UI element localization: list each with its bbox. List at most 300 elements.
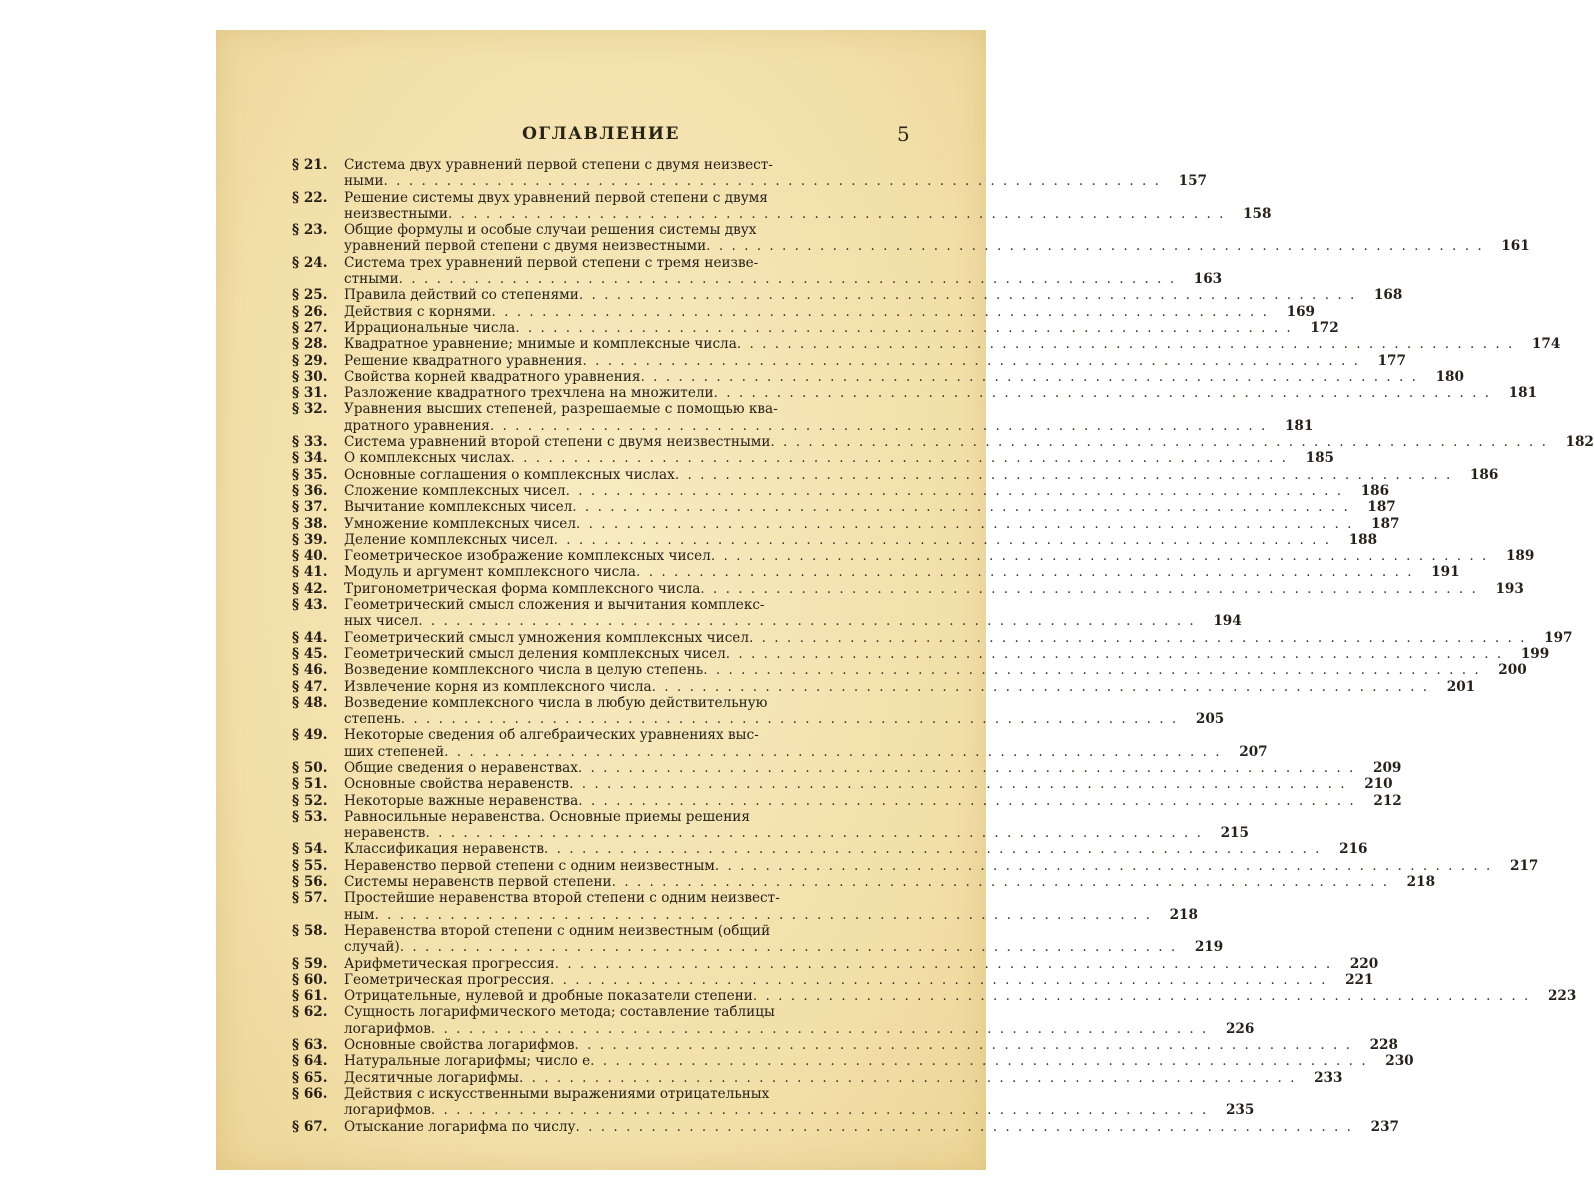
section-number: § 39. <box>292 531 328 548</box>
toc-entry <box>292 971 1374 988</box>
toc-entry <box>292 466 1499 483</box>
entry-body <box>344 858 1538 874</box>
entry-title-last-line <box>344 613 1196 629</box>
leader-dots: . . . . . . . . . . . . . . . . . . . . . . . . . . . . . . . . . . . . . . . . . . . . . . . . . . . . . . . . . . . . . . <box>399 939 1178 956</box>
entry-page-number: 182 <box>1565 434 1594 451</box>
entry-body <box>344 1086 1254 1119</box>
entry-title-last-line <box>344 1119 1353 1135</box>
toc-entry <box>292 1004 1255 1037</box>
section-number: § 65. <box>292 1069 328 1086</box>
entry-title-last-line <box>344 874 1389 890</box>
entry-title: Действия с корнями <box>344 303 492 320</box>
entry-title: Отрицательные, нулевой и дробные показатели степени <box>344 988 753 1005</box>
entry-page-number: 189 <box>1505 548 1535 565</box>
leader-dots: . . . . . . . . . . . . . . . . . . . . . . . . . . . . . . . . . . . . . . . . . . . . . . . . . . . . . . . . . . . . . . <box>425 825 1203 842</box>
toc-entry <box>292 841 1368 858</box>
leader-dots: . . . . . . . . . . . . . . . . . . . . . . . . . . . . . . . . . . . . . . . . . . . . . . . . . . . . . . . . . . . . . . <box>577 759 1356 776</box>
toc-entry <box>292 988 1577 1005</box>
toc-entry <box>292 597 1242 630</box>
entry-title-line: Сущность логарифмического метода; составление таблицы <box>344 1004 775 1021</box>
toc-entry <box>292 662 1527 679</box>
toc-entry <box>292 434 1594 451</box>
toc-entry <box>292 890 1198 923</box>
section-number: § 55. <box>292 857 328 874</box>
leader-dots: . . . . . . . . . . . . . . . . . . . . . . . . . . . . . . . . . . . . . . . . . . . . . . . . . . . . . . . . . . . . . . <box>374 906 1152 923</box>
entry-title-last-line <box>344 744 1222 760</box>
entry-title-last-line <box>344 369 1418 385</box>
entry-title-last-line <box>344 1070 1296 1086</box>
toc-entry <box>292 336 1561 353</box>
section-number: § 31. <box>292 385 328 402</box>
entry-page-number: 228 <box>1369 1037 1398 1054</box>
toc-entry <box>292 678 1476 695</box>
section-number: § 51. <box>292 776 328 793</box>
leader-dots: . . . . . . . . . . . . . . . . . . . . . . . . . . . . . . . . . . . . . . . . . . . . . . . . . . . . . . . . . . . . . . <box>582 352 1360 369</box>
entry-body <box>344 499 1396 515</box>
entry-body <box>344 874 1435 890</box>
leader-dots: . . . . . . . . . . . . . . . . . . . . . . . . . . . . . . . . . . . . . . . . . . . . . . . . . . . . . . . . . . . . . . <box>398 271 1177 288</box>
section-number: § 37. <box>292 499 328 516</box>
entry-title-last-line <box>344 434 1548 450</box>
entry-page-number: 221 <box>1345 971 1374 988</box>
entry-page-number: 199 <box>1520 645 1550 662</box>
leader-dots: . . . . . . . . . . . . . . . . . . . . . . . . . . . . . . . . . . . . . . . . . . . . . . . . . . . . . . . . . . . . . . <box>636 564 1414 581</box>
toc-entry <box>292 189 1272 223</box>
entry-body <box>344 956 1378 972</box>
toc-entry <box>292 222 1530 255</box>
section-number: § 26. <box>292 303 328 320</box>
entry-title: Вычитание комплексных чисел <box>344 499 573 516</box>
entry-title: Возведение комплексного числа в целую степень <box>344 662 704 679</box>
entry-body <box>344 336 1560 352</box>
section-number: § 59. <box>292 955 328 972</box>
entry-title-last-line <box>344 646 1503 662</box>
section-number: § 22. <box>292 189 328 206</box>
entry-page-number: 223 <box>1547 988 1577 1005</box>
leader-dots: . . . . . . . . . . . . . . . . . . . . . . . . . . . . . . . . . . . . . . . . . . . . . . . . . . . . . . . . . . . . . . <box>572 499 1350 516</box>
entry-title: уравнений первой степени с двумя неизвестными <box>344 238 707 255</box>
leader-dots: . . . . . . . . . . . . . . . . . . . . . . . . . . . . . . . . . . . . . . . . . . . . . . . . . . . . . . . . . . . . . . <box>770 434 1548 451</box>
entry-body <box>344 467 1498 483</box>
toc-entry <box>292 1118 1399 1135</box>
toc-entry <box>292 352 1406 369</box>
entry-title-last-line <box>344 1053 1368 1069</box>
entry-title-last-line <box>344 972 1327 988</box>
entry-title-last-line <box>344 939 1177 955</box>
entry-title-last-line <box>344 1102 1208 1118</box>
entry-title-line: Система трех уравнений первой степени с тремя неизве- <box>344 254 759 271</box>
toc-entry <box>292 694 1225 728</box>
entry-title: Геометрический смысл умножения комплексных чисел <box>344 629 749 646</box>
leader-dots: . . . . . . . . . . . . . . . . . . . . . . . . . . . . . . . . . . . . . . . . . . . . . . . . . . . . . . . . . . . . . . <box>447 205 1226 222</box>
entry-title: Правила действий со степенями <box>344 287 579 304</box>
entry-title-last-line <box>344 238 1484 254</box>
entry-page-number: 169 <box>1286 303 1315 320</box>
entry-title: Классификация неравенств <box>344 841 545 858</box>
section-number: § 33. <box>292 434 328 451</box>
toc-entry <box>292 287 1403 304</box>
section-number: § 54. <box>292 841 328 858</box>
toc-entry <box>292 157 1208 190</box>
leader-dots: . . . . . . . . . . . . . . . . . . . . . . . . . . . . . . . . . . . . . . . . . . . . . . . . . . . . . . . . . . . . . . <box>515 319 1293 336</box>
leader-dots: . . . . . . . . . . . . . . . . . . . . . . . . . . . . . . . . . . . . . . . . . . . . . . . . . . . . . . . . . . . . . . <box>489 417 1268 434</box>
entry-title: Геометрический смысл деления комплексных чисел <box>344 645 726 662</box>
entry-body <box>344 516 1400 532</box>
entry-title: Основные соглашения о комплексных числах <box>344 466 675 483</box>
entry-title-last-line <box>344 499 1350 515</box>
toc-entry <box>292 564 1460 581</box>
entry-body <box>344 287 1402 303</box>
entry-title: логарифмов <box>344 1020 431 1037</box>
entry-page-number: 197 <box>1544 629 1573 646</box>
section-number: § 27. <box>292 319 328 336</box>
entry-page-number: 200 <box>1498 662 1527 679</box>
section-number: § 44. <box>292 629 328 646</box>
entry-body <box>344 923 1223 956</box>
toc-entry <box>292 922 1224 956</box>
toc-entry <box>292 368 1464 385</box>
toc-entry <box>292 1085 1255 1119</box>
entry-title-line: Общие формулы и особые случаи решения системы двух <box>344 222 757 239</box>
section-number: § 53. <box>292 808 328 825</box>
entry-title: Геометрическое изображение комплексных чисел <box>344 548 711 565</box>
entry-page-number: 233 <box>1314 1069 1343 1086</box>
entry-title-last-line <box>344 564 1414 580</box>
entry-body <box>344 841 1368 857</box>
entry-body <box>344 385 1537 401</box>
leader-dots: . . . . . . . . . . . . . . . . . . . . . . . . . . . . . . . . . . . . . . . . . . . . . . . . . . . . . . . . . . . . . . <box>383 173 1162 190</box>
entry-body <box>344 483 1389 499</box>
entry-page-number: 205 <box>1195 711 1225 728</box>
entry-title-last-line <box>344 206 1225 222</box>
section-number: § 29. <box>292 352 328 369</box>
entry-page-number: 172 <box>1310 319 1339 336</box>
toc-entry <box>292 645 1550 662</box>
entry-page-number: 177 <box>1377 352 1406 369</box>
toc-entry <box>292 792 1402 809</box>
toc-entry <box>292 319 1339 336</box>
entry-title: Умножение комплексных чисел <box>344 515 576 532</box>
toc-entry <box>292 548 1535 565</box>
entry-body <box>344 646 1549 662</box>
section-number: § 21. <box>292 157 328 173</box>
section-number: § 43. <box>292 597 328 614</box>
entry-title-last-line <box>344 956 1332 972</box>
section-number: § 45. <box>292 645 328 662</box>
leader-dots: . . . . . . . . . . . . . . . . . . . . . . . . . . . . . . . . . . . . . . . . . . . . . . . . . . . . . . . . . . . . . . <box>544 841 1322 858</box>
entry-title-last-line <box>344 287 1356 303</box>
entry-title-last-line <box>344 630 1527 646</box>
toc-entry <box>292 1037 1398 1054</box>
section-number: § 41. <box>292 564 328 581</box>
toc-entry <box>292 385 1538 402</box>
entry-body <box>344 401 1313 434</box>
entry-title-last-line <box>344 385 1491 401</box>
toc-entry <box>292 515 1400 532</box>
entry-title-last-line <box>344 776 1347 792</box>
entry-title: Тригонометрическая форма комплексного числа <box>344 580 701 597</box>
entry-page-number: 161 <box>1501 238 1530 255</box>
section-number: § 63. <box>292 1037 328 1054</box>
entry-body <box>344 988 1576 1004</box>
entry-body <box>344 695 1224 728</box>
entry-title-line: Геометрический смысл сложения и вычитания комплекс- <box>344 597 765 614</box>
entry-title-last-line <box>344 483 1343 499</box>
entry-title: Система уравнений второй степени с двумя неизвестными <box>344 434 771 451</box>
entry-body <box>344 548 1534 564</box>
entry-title: Модуль и аргумент комплексного числа <box>344 564 637 581</box>
entry-title-last-line <box>344 793 1356 809</box>
entry-body <box>344 369 1464 385</box>
entry-page-number: 181 <box>1508 385 1538 402</box>
entry-body <box>344 532 1377 548</box>
entry-title-last-line <box>344 336 1514 352</box>
entry-title-last-line <box>344 304 1269 320</box>
entry-body <box>344 1119 1399 1135</box>
entry-title-line: Некоторые сведения об алгебраических уравнениях выс- <box>344 727 759 744</box>
entry-title-last-line <box>344 450 1288 466</box>
entry-title-last-line <box>344 353 1360 369</box>
section-number: § 34. <box>292 450 328 467</box>
entry-title: Разложение квадратного трехчлена на множители <box>344 385 714 402</box>
leader-dots: . . . . . . . . . . . . . . . . . . . . . . . . . . . . . . . . . . . . . . . . . . . . . . . . . . . . . . . . . . . . . . <box>418 613 1196 630</box>
leader-dots: . . . . . . . . . . . . . . . . . . . . . . . . . . . . . . . . . . . . . . . . . . . . . . . . . . . . . . . . . . . . . . <box>651 678 1430 695</box>
page-title: ОГЛАВЛЕНИЕ <box>522 124 680 144</box>
leader-dots: . . . . . . . . . . . . . . . . . . . . . . . . . . . . . . . . . . . . . . . . . . . . . . . . . . . . . . . . . . . . . . <box>611 874 1390 891</box>
leader-dots: . . . . . . . . . . . . . . . . . . . . . . . . . . . . . . . . . . . . . . . . . . . . . . . . . . . . . . . . . . . . . . <box>576 515 1354 532</box>
section-number: § 49. <box>292 727 328 744</box>
book-page <box>216 30 1594 1170</box>
entry-page-number: 237 <box>1370 1118 1399 1135</box>
entry-page-number: 218 <box>1169 906 1198 923</box>
entry-title-last-line <box>344 173 1161 189</box>
entry-page-number: 218 <box>1406 874 1436 891</box>
entry-body <box>344 630 1573 646</box>
entry-body <box>344 190 1271 223</box>
leader-dots: . . . . . . . . . . . . . . . . . . . . . . . . . . . . . . . . . . . . . . . . . . . . . . . . . . . . . . . . . . . . . . <box>713 385 1492 402</box>
entry-title-last-line <box>344 760 1355 776</box>
entry-title: дратного уравнения <box>344 417 490 434</box>
entry-title-last-line <box>344 988 1530 1004</box>
toc-entry <box>292 499 1396 516</box>
entry-body <box>344 450 1334 466</box>
entry-body <box>344 222 1530 255</box>
entry-title-last-line <box>344 271 1176 287</box>
entry-page-number: 217 <box>1509 857 1539 874</box>
leader-dots: . . . . . . . . . . . . . . . . . . . . . . . . . . . . . . . . . . . . . . . . . . . . . . . . . . . . . . . . . . . . . . <box>710 548 1489 565</box>
entry-title: степень <box>344 711 401 728</box>
entry-page-number: 163 <box>1193 271 1223 288</box>
entry-body <box>344 890 1198 923</box>
section-number: § 57. <box>292 890 328 907</box>
entry-body <box>344 727 1268 760</box>
entry-body <box>344 434 1594 450</box>
entry-title: Геометрическая прогрессия <box>344 971 550 988</box>
entry-title-last-line <box>344 548 1488 564</box>
entry-body <box>344 760 1401 776</box>
section-number: § 47. <box>292 678 328 695</box>
entry-page-number: 168 <box>1373 287 1403 304</box>
entry-page-number: 186 <box>1469 466 1499 483</box>
leader-dots: . . . . . . . . . . . . . . . . . . . . . . . . . . . . . . . . . . . . . . . . . . . . . . . . . . . . . . . . . . . . . . <box>703 662 1481 679</box>
entry-title-last-line <box>344 662 1481 678</box>
toc-entry <box>292 857 1539 874</box>
entry-title-line: Неравенства второй степени с одним неизвестным (общий <box>344 922 771 939</box>
section-number: § 46. <box>292 662 328 679</box>
section-number: § 38. <box>292 515 328 532</box>
entry-title-last-line <box>344 711 1178 727</box>
entry-title-last-line <box>344 1037 1352 1053</box>
entry-title-last-line <box>344 841 1322 857</box>
section-number: § 48. <box>292 694 328 711</box>
entry-body <box>344 581 1524 597</box>
toc-entry <box>292 450 1335 467</box>
toc-entry <box>292 955 1379 972</box>
leader-dots: . . . . . . . . . . . . . . . . . . . . . . . . . . . . . . . . . . . . . . . . . . . . . . . . . . . . . . . . . . . . . . <box>578 792 1356 809</box>
section-number: § 61. <box>292 988 328 1005</box>
page-number: 5 <box>897 122 910 146</box>
entry-title: Основные свойства неравенств <box>344 776 570 793</box>
section-number: § 32. <box>292 401 328 418</box>
leader-dots: . . . . . . . . . . . . . . . . . . . . . . . . . . . . . . . . . . . . . . . . . . . . . . . . . . . . . . . . . . . . . . <box>578 287 1357 304</box>
entry-page-number: 193 <box>1495 580 1524 597</box>
entry-title-last-line <box>344 516 1354 532</box>
leader-dots: . . . . . . . . . . . . . . . . . . . . . . . . . . . . . . . . . . . . . . . . . . . . . . . . . . . . . . . . . . . . . . <box>736 336 1515 353</box>
entry-title: Извлечение корня из комплексного числа <box>344 678 652 695</box>
entry-page-number: 158 <box>1243 205 1272 222</box>
section-number: § 50. <box>292 759 328 776</box>
toc-entry <box>292 254 1223 288</box>
section-number: § 36. <box>292 482 328 499</box>
entry-title-line: Уравнения высших степеней, разрешаемые с помощью ква- <box>344 401 778 418</box>
entry-title: неизвестными <box>344 205 448 222</box>
entry-title-last-line <box>344 825 1203 841</box>
entry-body <box>344 157 1207 190</box>
section-number: § 67. <box>292 1118 328 1135</box>
toc-entry <box>292 482 1390 499</box>
entry-title-last-line <box>344 858 1492 874</box>
entry-title-last-line <box>344 320 1293 336</box>
entry-page-number: 187 <box>1367 499 1396 516</box>
entry-title: Неравенство первой степени с одним неизвестным <box>344 857 715 874</box>
section-number: § 56. <box>292 874 328 891</box>
toc-entry <box>292 727 1268 760</box>
entry-title-line: Действия с искусственными выражениями отрицательных <box>344 1085 770 1102</box>
entry-page-number: 185 <box>1305 450 1335 467</box>
entry-page-number: 186 <box>1360 482 1390 499</box>
entry-body <box>344 793 1402 809</box>
section-number: § 52. <box>292 792 328 809</box>
leader-dots: . . . . . . . . . . . . . . . . . . . . . . . . . . . . . . . . . . . . . . . . . . . . . . . . . . . . . . . . . . . . . . <box>714 857 1493 874</box>
leader-dots: . . . . . . . . . . . . . . . . . . . . . . . . . . . . . . . . . . . . . . . . . . . . . . . . . . . . . . . . . . . . . . <box>430 1020 1209 1037</box>
leader-dots: . . . . . . . . . . . . . . . . . . . . . . . . . . . . . . . . . . . . . . . . . . . . . . . . . . . . . . . . . . . . . . <box>491 303 1269 320</box>
entry-title-last-line <box>344 679 1429 695</box>
entry-title: Решение квадратного уравнения <box>344 352 583 369</box>
entry-page-number: 215 <box>1220 825 1249 842</box>
section-number: § 35. <box>292 466 328 483</box>
toc-entry <box>292 303 1315 320</box>
entry-title: Иррациональные числа <box>344 319 516 336</box>
entry-title: Общие сведения о неравенствах <box>344 759 578 776</box>
entry-body <box>344 597 1242 630</box>
section-number: § 25. <box>292 287 328 304</box>
toc-entry <box>292 1053 1414 1070</box>
entry-page-number: 216 <box>1339 841 1368 858</box>
entry-title: Отыскание логарифма по числу <box>344 1118 576 1135</box>
entry-title: Квадратное уравнение; мнимые и комплексные числа <box>344 336 737 353</box>
entry-body <box>344 304 1315 320</box>
entry-body <box>344 255 1222 288</box>
toc-entry <box>292 1069 1343 1086</box>
entry-title: ных чисел <box>344 613 419 630</box>
section-number: § 64. <box>292 1053 328 1070</box>
entry-body <box>344 1070 1342 1086</box>
entry-page-number: 207 <box>1239 743 1268 760</box>
entry-body <box>344 320 1339 336</box>
entry-page-number: 220 <box>1349 955 1379 972</box>
toc-entry <box>292 531 1378 548</box>
entry-body <box>344 809 1249 842</box>
leader-dots: . . . . . . . . . . . . . . . . . . . . . . . . . . . . . . . . . . . . . . . . . . . . . . . . . . . . . . . . . . . . . . <box>700 580 1478 597</box>
toc-entry <box>292 580 1524 597</box>
entry-body <box>344 679 1475 695</box>
entry-title: Свойства корней квадратного уравнения <box>344 368 641 385</box>
entry-page-number: 210 <box>1364 776 1393 793</box>
leader-dots: . . . . . . . . . . . . . . . . . . . . . . . . . . . . . . . . . . . . . . . . . . . . . . . . . . . . . . . . . . . . . . <box>549 971 1328 988</box>
page-header <box>216 122 986 148</box>
entry-page-number: 194 <box>1213 613 1242 630</box>
entry-title-last-line <box>344 907 1152 923</box>
entry-title: Деление комплексных чисел <box>344 531 554 548</box>
entry-body <box>344 353 1406 369</box>
section-number: § 42. <box>292 580 328 597</box>
entry-page-number: 201 <box>1446 678 1476 695</box>
entry-body <box>344 972 1373 988</box>
entry-page-number: 188 <box>1348 531 1378 548</box>
entry-title: стными <box>344 271 399 288</box>
toc-entry <box>292 874 1436 891</box>
section-number: § 40. <box>292 548 328 565</box>
entry-title: ными <box>344 173 384 190</box>
entry-title-last-line <box>344 418 1267 434</box>
leader-dots: . . . . . . . . . . . . . . . . . . . . . . . . . . . . . . . . . . . . . . . . . . . . . . . . . . . . . . . . . . . . . . <box>575 1118 1353 1135</box>
entry-title: Системы неравенств первой степени <box>344 874 612 891</box>
entry-title: Некоторые важные неравенства <box>344 792 579 809</box>
leader-dots: . . . . . . . . . . . . . . . . . . . . . . . . . . . . . . . . . . . . . . . . . . . . . . . . . . . . . . . . . . . . . . <box>553 531 1332 548</box>
entry-title: ших степеней <box>344 743 445 760</box>
entry-body <box>344 662 1527 678</box>
leader-dots: . . . . . . . . . . . . . . . . . . . . . . . . . . . . . . . . . . . . . . . . . . . . . . . . . . . . . . . . . . . . . . <box>518 1069 1297 1086</box>
entry-page-number: 209 <box>1372 759 1402 776</box>
leader-dots: . . . . . . . . . . . . . . . . . . . . . . . . . . . . . . . . . . . . . . . . . . . . . . . . . . . . . . . . . . . . . . <box>749 629 1527 646</box>
leader-dots: . . . . . . . . . . . . . . . . . . . . . . . . . . . . . . . . . . . . . . . . . . . . . . . . . . . . . . . . . . . . . . <box>554 955 1333 972</box>
entry-title-last-line <box>344 1021 1208 1037</box>
leader-dots: . . . . . . . . . . . . . . . . . . . . . . . . . . . . . . . . . . . . . . . . . . . . . . . . . . . . . . . . . . . . . . <box>706 238 1484 255</box>
leader-dots: . . . . . . . . . . . . . . . . . . . . . . . . . . . . . . . . . . . . . . . . . . . . . . . . . . . . . . . . . . . . . . <box>569 776 1347 793</box>
entry-title: О комплексных числах <box>344 450 511 467</box>
entry-body <box>344 1004 1254 1037</box>
entry-body <box>344 776 1393 792</box>
entry-body <box>344 1053 1414 1069</box>
section-number: § 23. <box>292 222 328 239</box>
table-of-contents <box>292 157 1594 1135</box>
entry-page-number: 219 <box>1194 939 1224 956</box>
toc-entry <box>292 776 1393 793</box>
entry-title: неравенств <box>344 825 426 842</box>
entry-title: ным <box>344 906 375 923</box>
entry-page-number: 191 <box>1431 564 1460 581</box>
entry-title-line: Равносильные неравенства. Основные приемы решения <box>344 808 750 825</box>
